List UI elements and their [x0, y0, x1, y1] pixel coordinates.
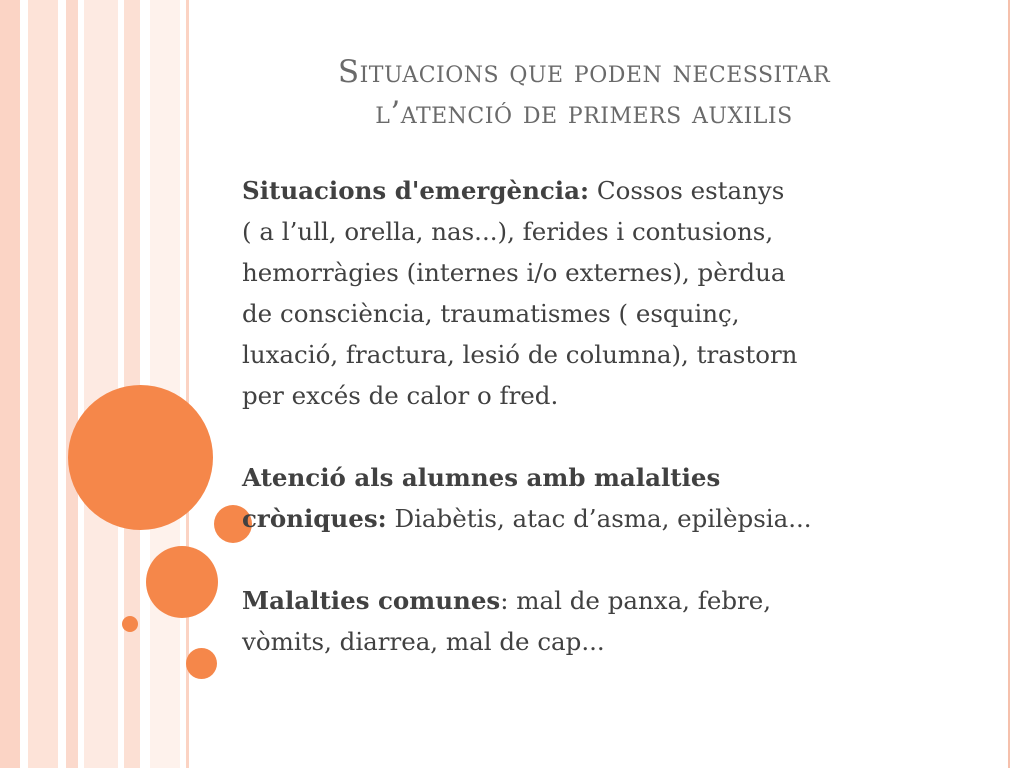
decorative-circle-large: [68, 385, 213, 530]
term-common: Malalties comunes: [242, 586, 501, 615]
right-border-line: [1008, 0, 1010, 768]
stripe: [0, 0, 20, 768]
title-line-1: Situacions que poden necessitar: [337, 54, 831, 90]
text-line: Diabètis, atac d’asma, epilèpsia...: [386, 504, 812, 533]
term-chronic-line-2: cròniques:: [242, 504, 387, 533]
paragraph-emergencies: [242, 170, 987, 416]
text-line: : mal de panxa, febre,: [500, 586, 772, 615]
text-line: hemorràgies (internes i/o externes), pèrdua: [242, 258, 786, 287]
text-line: luxació, fractura, lesió de columna), trastorn: [242, 340, 798, 369]
slide-body: [242, 170, 987, 703]
slide-title: [244, 52, 924, 134]
term-chronic-line-1: Atenció als alumnes amb malalties: [242, 463, 721, 492]
stripe: [124, 0, 140, 768]
decorative-circle-medium: [146, 546, 218, 618]
text-line: per excés de calor o fred.: [242, 381, 559, 410]
term-emergencies: Situacions d'emergència:: [242, 176, 590, 205]
paragraph-chronic-illness: [242, 457, 987, 539]
stripe: [150, 0, 180, 768]
text-line: Cossos estanys: [589, 176, 785, 205]
stripe: [28, 0, 58, 768]
decorative-circle-tiny: [122, 616, 138, 632]
paragraph-common-illnesses: [242, 580, 987, 662]
stripe: [66, 0, 78, 768]
text-line: de consciència, traumatismes ( esquinç,: [242, 299, 740, 328]
text-line: vòmits, diarrea, mal de cap...: [242, 627, 605, 656]
decorative-circle-small: [186, 648, 217, 679]
stripe: [84, 0, 118, 768]
text-line: ( a l’ull, orella, nas...), ferides i contusions,: [242, 217, 774, 246]
title-line-2: l’atenció de primers auxilis: [375, 95, 793, 131]
